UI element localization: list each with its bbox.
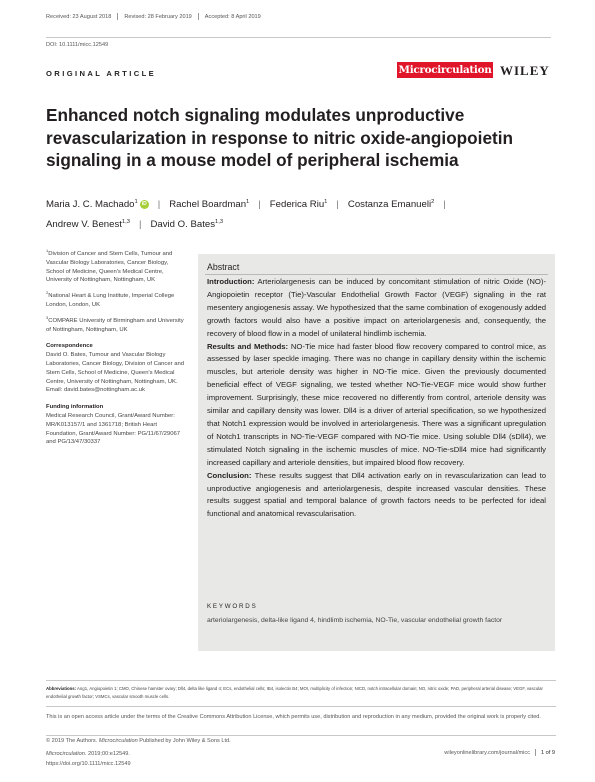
abbreviations-text: Ang1, Angiopoietin 1; CMO, Chinese hamster ovary; Dll4, delta like ligand 4; ECs, endothelial cells; IB4, isolectin B4; MOI, multiplicity of infection; NICD, notch intracellular domain; NO, nitric oxide; PAD, peripheral arterial disease; VEGF, vascular endothelial growth factor; VSMCs, vascular smooth muscle cells. (46, 686, 543, 699)
publisher-logo: WILEY (500, 63, 550, 78)
keywords-text: arteriolargenesis, delta-like ligand 4, hindlimb ischemia, NO-Tie, vascular endothelial growth factor (207, 617, 503, 624)
date-separator (198, 13, 199, 20)
copyright-text: © 2019 The Authors. (46, 738, 99, 744)
author-affiliation-ref: 1 (134, 198, 138, 205)
citation-volume: . 2019;00:e12549. (84, 751, 130, 757)
affiliation (46, 314, 186, 335)
affiliation-text: COMPARE University of Birmingham and University of Nottingham, Nottingham, UK (46, 317, 184, 333)
citation-doi-link[interactable]: https://doi.org/10.1111/micc.12549 (46, 761, 131, 767)
abstract-body (207, 276, 546, 521)
correspondence-text: David O. Bates, Tumour and Vascular Biology Laboratories, Cancer Biology, Division of Cancer and Stem Cells, School of Medicine, Queen's Medical Centre, University of Nottingham, Nottingham, UK. Email: david.bates@nottingham.ac.uk (46, 352, 185, 394)
affiliation-text: National Heart & Lung Institute, Imperial College London, London, UK (46, 293, 175, 308)
funding-text: Medical Research Council, Grant/Award Number: MR/K013157/1 and 1361718; British Heart Foundation, Grant/Award Number: PG/11/67/29067 and PG/13/47/30337 (46, 412, 181, 446)
author-affiliation-ref: 1,3 (215, 218, 224, 225)
revised-date: Revised: 28 February 2019 (124, 13, 192, 20)
doi[interactable]: DOI: 10.1111/micc.12549 (46, 42, 109, 48)
abstract-section-label: Results and Methods: (207, 341, 289, 351)
copyright-notice (46, 738, 231, 744)
abbreviations-label: Abbreviations: (46, 686, 77, 691)
abbreviations (46, 685, 556, 701)
page-number: 1 of 9 (541, 749, 555, 756)
abstract-divider (205, 274, 548, 275)
date-separator (117, 13, 118, 20)
abstract-section-text: These results suggest that Dll4 activation early on in revascularization can lead to unproductive angiogenesis and arteriolargenesis, despite increased vascular densities. These results suggest spatial and temporal balance of growth factors needs to be perfected for ideal functional and anatomical revascularisation. (207, 470, 546, 519)
author-name: Maria J. C. Machado (46, 199, 135, 210)
license-notice: This is an open access article under the terms of the Creative Commons Attribution License, which permits use, distribution and reproduction in any medium, provided the original work is properly cited. (46, 714, 541, 720)
article-title: Enhanced notch signaling modulates unproductive revascularization in response to nitric oxide-angiopoietin signaling in a mouse model of peripheral ischemia (46, 105, 514, 170)
abstract-section-text: Arteriolargenesis can be induced by concomitant stimulation of nitric Oxide (NO)-Angiopoietin receptor (Tie)-Vascular Endothelial Growth Factor (VEGF) signaling in the rat mesentery angiogenesis assay. We hypothesized that the same combination of exogenously added growth factors would also have a positive impact on arteriolargenesis and, consequently, the recovery of blood flow in a model of unilateral hindlimb ischemia. (207, 277, 546, 338)
article-info-column (46, 250, 186, 454)
page-info (444, 749, 555, 756)
funding-heading: Funding information (46, 404, 104, 411)
abstract-introduction (207, 276, 546, 341)
article-dates (46, 13, 261, 20)
author-separator: | (138, 218, 142, 230)
author-list (46, 195, 556, 234)
abstract-heading: Abstract (207, 262, 240, 272)
abstract-section-label: Conclusion: (207, 470, 252, 480)
keywords-heading: KEYWORDS (207, 603, 258, 610)
citation (46, 749, 131, 769)
author-affiliation-ref: 1 (246, 198, 250, 205)
page-separator (535, 749, 536, 756)
abstract-results (207, 341, 546, 470)
affiliation-number: 3 (46, 314, 49, 320)
author-separator: | (258, 199, 261, 210)
footer-divider (46, 706, 556, 707)
affiliation-number: 2 (46, 290, 49, 296)
header-divider (46, 37, 551, 38)
footer-divider (46, 735, 556, 736)
author-name: David O. Bates (150, 218, 216, 230)
correspondence-heading: Correspondence (46, 343, 93, 350)
author-name: Andrew V. Benest (46, 218, 122, 230)
author-name: Costanza Emanueli (347, 199, 432, 210)
affiliation-text: Division of Cancer and Stem Cells, Tumour and Vascular Biology Laboratories, Cancer Biology, School of Medicine, Queen's Medical Centre, University of Nottingham, Nottingham, UK (46, 251, 173, 284)
author-separator: | (336, 199, 339, 210)
copyright-text: Published by John Wiley & Sons Ltd. (137, 738, 231, 744)
author-affiliation-ref: 1 (324, 198, 328, 205)
citation-journal: Microcirculation (46, 751, 85, 757)
author-affiliation-ref: 1,3 (121, 218, 130, 225)
copyright-journal: Microcirculation (98, 738, 138, 744)
abstract-conclusion (207, 470, 546, 522)
author-name: Federica Riu (269, 199, 325, 210)
footer-divider (46, 680, 556, 681)
journal-site-link[interactable]: wileyonlinelibrary.com/journal/micc (444, 749, 530, 756)
author-name: Rachel Boardman (169, 199, 247, 210)
orcid-icon[interactable]: iD (141, 200, 147, 207)
affiliation (46, 292, 186, 310)
journal-logo: Microcirculation (398, 64, 492, 76)
abstract-section-text: NO-Tie mice had faster blood flow recovery compared to control mice, as assessed by laser speckle imaging. There was no change in capillary density within the ischemic muscles, but arteriole density was higher in NO-Tie mice. Given the previously documented beneficial effect of VEGF signaling, we tested whether NO-Tie-VEGF mice would show further improvement. Surprisingly, these mice recovered no differently from control, arteriole density was similar and capillary density was lower. Dll4 is a driver of arterial specification, so we hypothesized that Notch1 expression would be involved in arteriolargenesis. There was a significant upregulation of Notch1 transcripts in NO-Tie-VEGF compared with NO-Tie mice. Using soluble Dll4 (sDll4), we stimulated Notch signaling in the ischemic muscles of mice. NO-Tie-sDll4 mice had significantly increased capillary and arteriole densities, but impaired blood flow recovery. (207, 341, 547, 467)
affiliation-number: 1 (46, 248, 49, 254)
affiliation (46, 250, 186, 285)
author-affiliation-ref: 2 (431, 198, 435, 205)
author-separator: | (443, 199, 446, 210)
author-separator: | (157, 199, 161, 210)
article-type-label: ORIGINAL ARTICLE (46, 69, 157, 78)
abstract-section-label: Introduction: (207, 277, 255, 286)
received-date: Received: 23 August 2018 (46, 13, 112, 20)
accepted-date: Accepted: 8 April 2019 (204, 13, 261, 20)
